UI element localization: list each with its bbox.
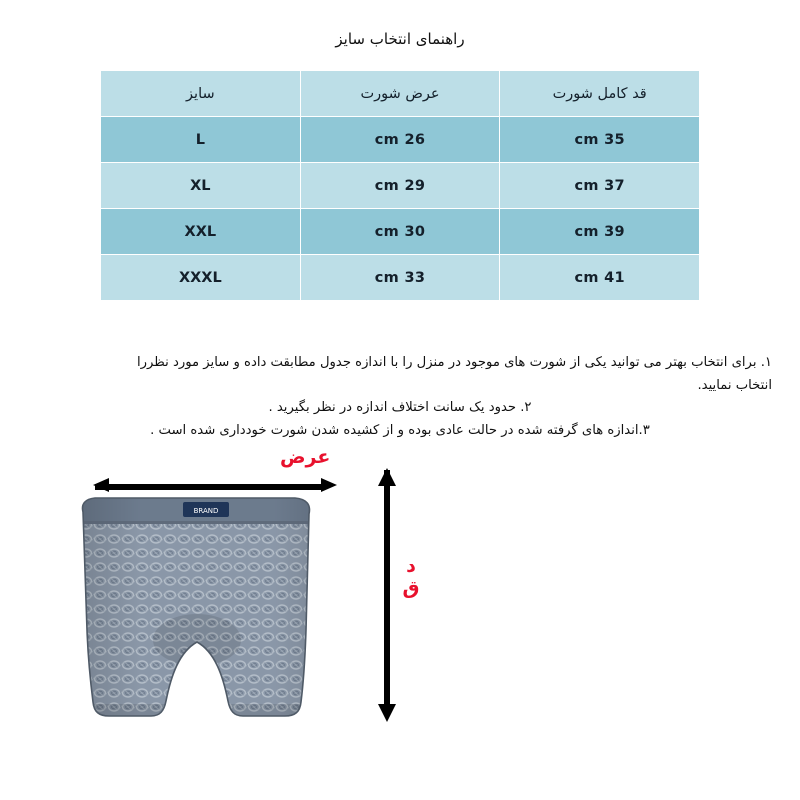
- note-line-1-cont: انتخاب نمایید.: [697, 377, 772, 393]
- notes-block: [28, 352, 772, 443]
- cell-size: XXL: [101, 209, 301, 255]
- length-arrow-head-bottom: [378, 704, 396, 722]
- measurement-figure: [55, 446, 745, 780]
- column-header-width: عرض شورت: [300, 71, 500, 117]
- width-arrow-bar: [95, 484, 321, 490]
- cell-width: 33 cm: [300, 255, 500, 301]
- brand-tag: [183, 502, 229, 517]
- table-row: [101, 209, 700, 255]
- width-arrow: [95, 480, 335, 494]
- column-header-length: قد کامل شورت: [500, 71, 700, 117]
- cell-size: L: [101, 117, 301, 163]
- length-arrow-head-top: [378, 468, 396, 486]
- table-row: [101, 163, 700, 209]
- boxer-shorts-image: [65, 490, 365, 740]
- width-arrow-head-left: [93, 478, 109, 492]
- note-line-3: ۳.اندازه های گرفته شده در حالت عادی بوده و از کشیده شدن شورت خودداری شده است .: [150, 423, 650, 439]
- cell-width: 26 cm: [300, 117, 500, 163]
- cell-size: XL: [101, 163, 301, 209]
- table-header: [101, 71, 700, 117]
- table-row: [101, 117, 700, 163]
- column-header-size: سایز: [101, 71, 301, 117]
- table-header-row: [101, 71, 700, 117]
- cell-length: 41 cm: [500, 255, 700, 301]
- cell-size: XXXL: [101, 255, 301, 301]
- width-arrow-head-right: [321, 478, 337, 492]
- svg-text:BRAND: BRAND: [193, 507, 219, 515]
- length-arrow: [380, 470, 394, 720]
- cell-length: 37 cm: [500, 163, 700, 209]
- cell-width: 30 cm: [300, 209, 500, 255]
- cell-length: 35 cm: [500, 117, 700, 163]
- length-arrow-bar: [384, 470, 390, 704]
- note-line-2: ۲. حدود یک سانت اختلاف اندازه در نظر بگیرید .: [268, 400, 532, 416]
- length-label: قد: [400, 555, 422, 599]
- size-table: [100, 70, 700, 301]
- cell-width: 29 cm: [300, 163, 500, 209]
- table-body: [101, 117, 700, 301]
- page-title: راهنمای انتخاب سایز: [335, 30, 465, 48]
- cell-length: 39 cm: [500, 209, 700, 255]
- width-label: عرض: [280, 446, 331, 468]
- table-row: [101, 255, 700, 301]
- note-line-1: ۱. برای انتخاب بهتر می توانید یکی از شورت های موجود در منزل را با اندازه جدول مطابقت داده و سایز مورد نظررا: [136, 355, 772, 370]
